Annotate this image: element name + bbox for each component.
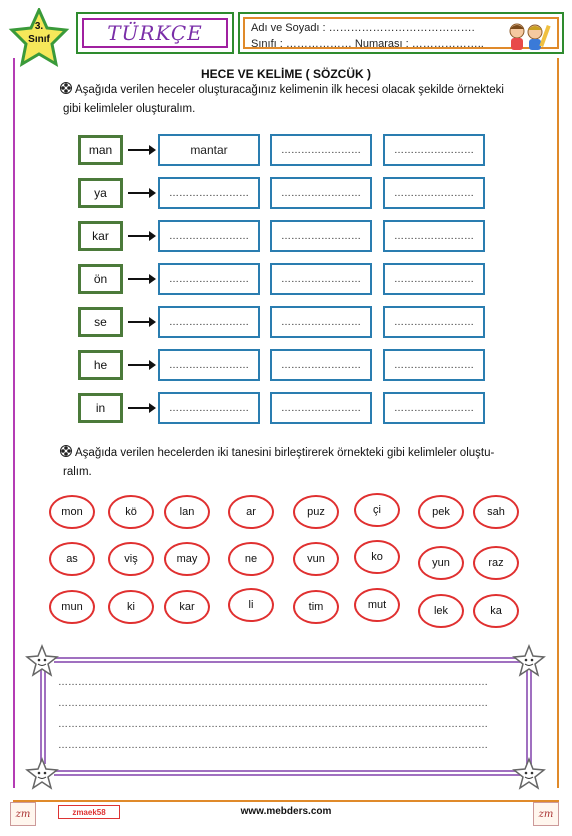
writing-line[interactable]: ………………………………………………………………………………………………………………… xyxy=(58,719,488,730)
syllable-circle: li xyxy=(228,588,274,622)
zm-logo-left: zm xyxy=(10,802,36,826)
syllable-circle: lek xyxy=(418,594,464,628)
syllable-circle: çi xyxy=(354,493,400,527)
syllable-circle: kö xyxy=(108,495,154,529)
answer-box[interactable]: …………………… xyxy=(383,134,485,166)
writing-line[interactable]: ………………………………………………………………………………………………………………… xyxy=(58,677,488,688)
answer-box[interactable]: …………………… xyxy=(383,263,485,295)
writing-box-left-border xyxy=(40,668,46,764)
syllable-circle: ar xyxy=(228,495,274,529)
syllable-circle: as xyxy=(49,542,95,576)
answer-box[interactable]: …………………… xyxy=(270,349,372,381)
syllable-circle: yun xyxy=(418,546,464,580)
syllable-box: kar xyxy=(78,221,123,251)
subject-title-box xyxy=(76,12,234,54)
arrow-right-icon xyxy=(127,359,157,371)
instruction-1-line-1: Aşağıda verilen heceler oluşturacağınız kelimenin ilk hecesi olacak şekilde örnekteki xyxy=(75,84,504,96)
footer-divider xyxy=(13,800,559,802)
syllable-circle: vun xyxy=(293,542,339,576)
flower-bullet-icon xyxy=(60,445,72,457)
syllable-circle: ne xyxy=(228,542,274,576)
answer-box[interactable]: …………………… xyxy=(158,177,260,209)
student-info-box xyxy=(238,12,564,54)
syllable-circle: tim xyxy=(293,590,339,624)
subject-title: TÜRKÇE xyxy=(107,21,203,45)
frame-right-line xyxy=(557,58,559,788)
answer-box[interactable]: …………………… xyxy=(383,349,485,381)
syllable-circle: may xyxy=(164,542,210,576)
syllable-circle: mun xyxy=(49,590,95,624)
instruction-2-line-2: ralım. xyxy=(63,466,92,478)
section-title: HECE VE KELİME ( SÖZCÜK ) xyxy=(200,67,371,81)
writing-line[interactable]: ………………………………………………………………………………………………………………… xyxy=(58,740,488,751)
syllable-circle: mon xyxy=(49,495,95,529)
arrow-right-icon xyxy=(127,187,157,199)
answer-box[interactable]: …………………… xyxy=(158,349,260,381)
syllable-circle: lan xyxy=(164,495,210,529)
zm-logo-right: zm xyxy=(533,802,559,826)
writing-box-top-border xyxy=(54,657,520,663)
answer-box[interactable]: …………………… xyxy=(158,220,260,252)
arrow-right-icon xyxy=(127,273,157,285)
website-link[interactable]: www.mebders.com xyxy=(240,806,332,817)
writing-box-right-border xyxy=(526,668,532,764)
arrow-right-icon xyxy=(127,316,157,328)
answer-box[interactable]: …………………… xyxy=(383,392,485,424)
grade-label xyxy=(22,20,56,46)
instruction-1 xyxy=(60,81,550,119)
worksheet-code-badge: zmaek58 xyxy=(58,805,120,819)
syllable-circle: raz xyxy=(473,546,519,580)
answer-box[interactable]: …………………… xyxy=(270,306,372,338)
syllable-box: ön xyxy=(78,264,123,294)
arrow-right-icon xyxy=(127,144,157,156)
arrow-right-icon xyxy=(127,402,157,414)
answer-box[interactable]: …………………… xyxy=(158,263,260,295)
syllable-box: man xyxy=(78,135,123,165)
answer-box[interactable]: …………………… xyxy=(270,177,372,209)
answer-box[interactable]: …………………… xyxy=(158,392,260,424)
flower-bullet-icon xyxy=(60,82,72,94)
answer-box[interactable]: …………………… xyxy=(383,306,485,338)
answer-box[interactable]: …………………… xyxy=(270,220,372,252)
syllable-circle: ka xyxy=(473,594,519,628)
syllable-box: in xyxy=(78,393,123,423)
star-face-icon xyxy=(512,644,546,678)
answer-box[interactable]: …………………… xyxy=(270,392,372,424)
grade-sub: Sınıf xyxy=(28,34,50,45)
answer-box[interactable]: …………………… xyxy=(270,134,372,166)
syllable-circle: viş xyxy=(108,542,154,576)
writing-line[interactable]: ………………………………………………………………………………………………………………… xyxy=(58,698,488,709)
syllable-circle: ko xyxy=(354,540,400,574)
frame-left-line xyxy=(13,58,15,788)
arrow-right-icon xyxy=(127,230,157,242)
instruction-2-line-1: Aşağıda verilen hecelerden iki tanesini birleştirerek örnekteki gibi kelimleler oluştu- xyxy=(75,447,495,459)
syllable-circle: puz xyxy=(293,495,339,529)
star-face-icon xyxy=(25,644,59,678)
grade-number: 3. xyxy=(34,21,44,32)
answer-box[interactable]: …………………… xyxy=(270,263,372,295)
writing-box-bottom-border xyxy=(54,770,520,776)
answer-box[interactable]: mantar xyxy=(158,134,260,166)
star-face-icon xyxy=(512,757,546,791)
answer-box[interactable]: …………………… xyxy=(383,177,485,209)
instruction-1-line-2: gibi kelimleler oluşturalım. xyxy=(63,103,196,115)
syllable-circle: ki xyxy=(108,590,154,624)
name-line[interactable]: Adı ve Soyadı : …………………………………. xyxy=(251,22,475,34)
answer-box[interactable]: …………………… xyxy=(158,306,260,338)
syllable-box: se xyxy=(78,307,123,337)
children-illustration-icon xyxy=(497,21,553,53)
syllable-circle: pek xyxy=(418,495,464,529)
answer-box[interactable]: …………………… xyxy=(383,220,485,252)
syllable-circle: kar xyxy=(164,590,210,624)
instruction-2 xyxy=(60,444,550,482)
syllable-box: he xyxy=(78,350,123,380)
syllable-circle: mut xyxy=(354,588,400,622)
syllable-circle: sah xyxy=(473,495,519,529)
syllable-box: ya xyxy=(78,178,123,208)
class-number-line[interactable]: Sınıfı : ……………… Numarası : ……………….. xyxy=(251,38,484,50)
star-face-icon xyxy=(25,757,59,791)
